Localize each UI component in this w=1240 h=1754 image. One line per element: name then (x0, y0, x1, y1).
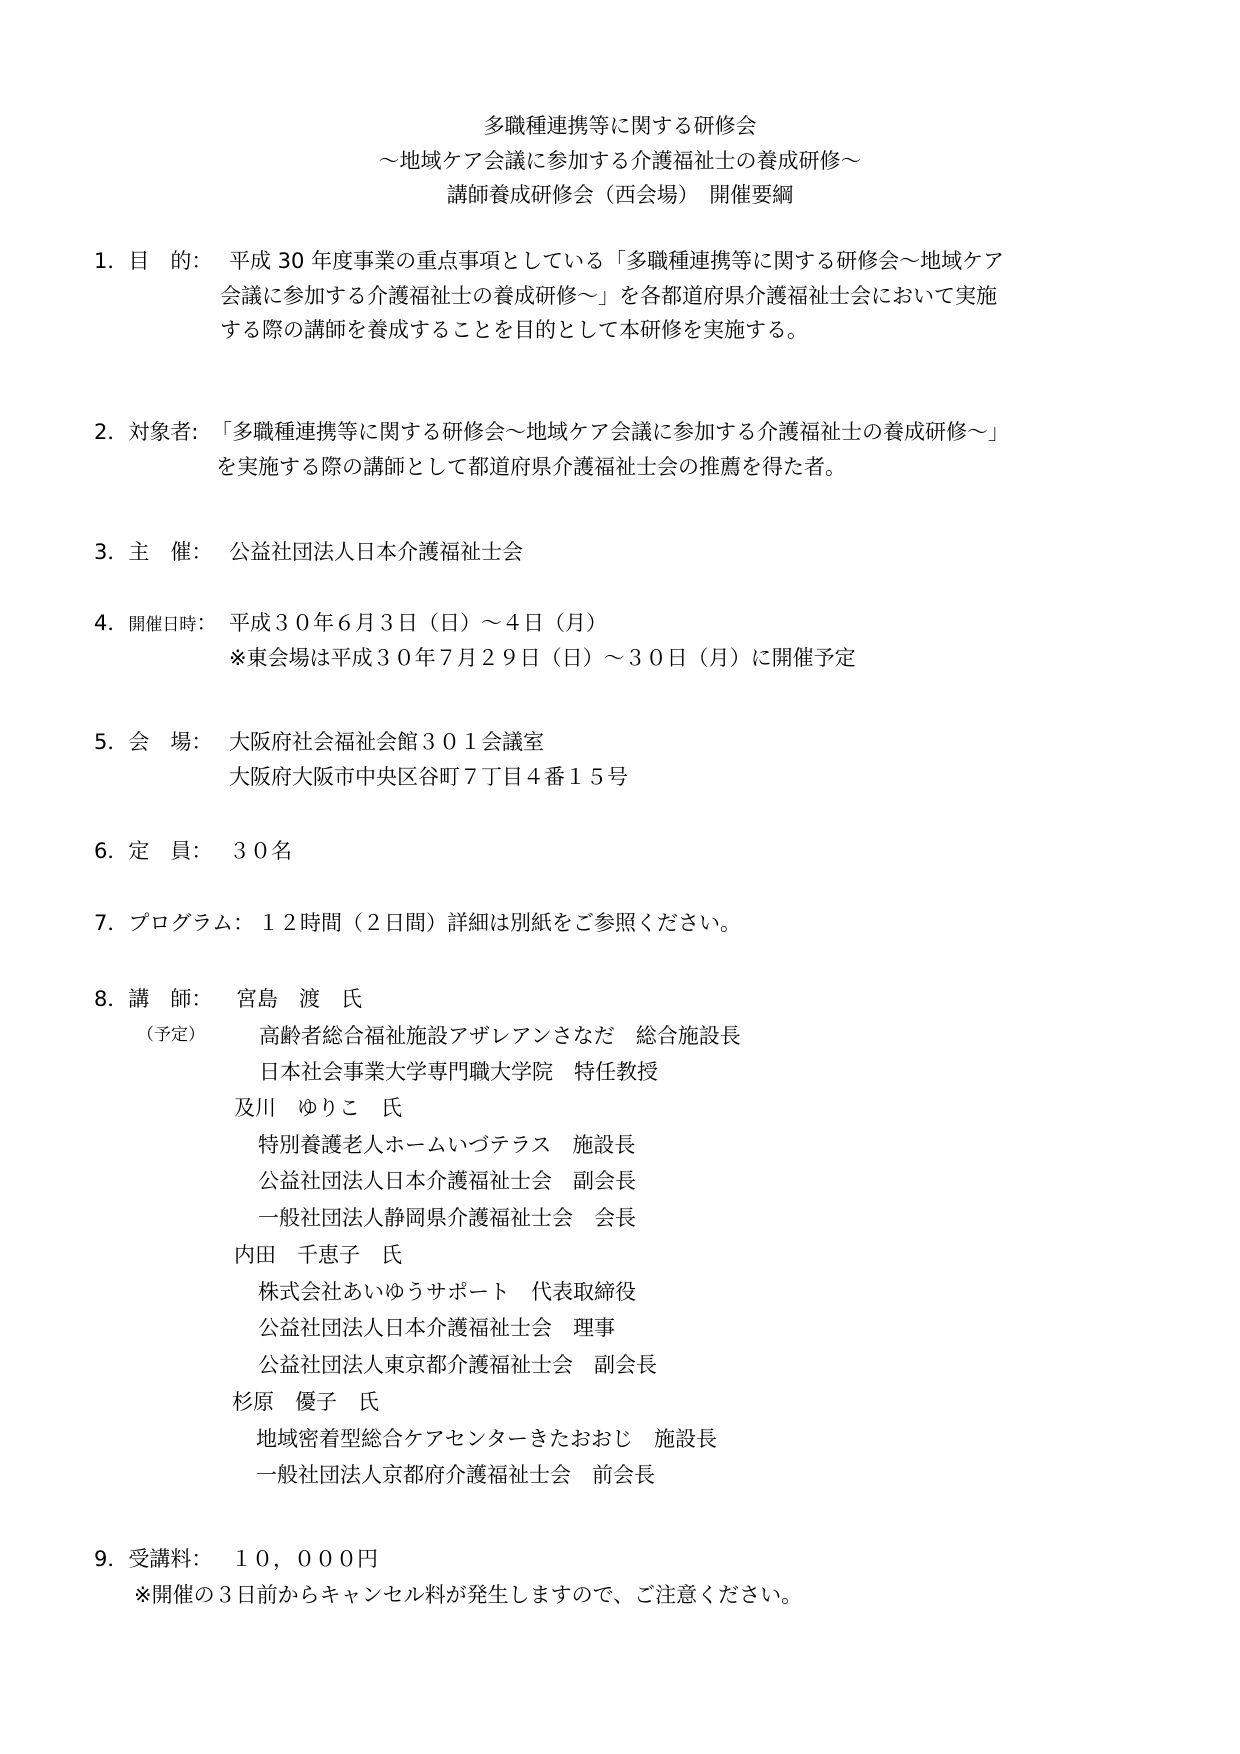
section-text: １２時間（２日間）詳細は別紙をご参照ください。 (258, 911, 741, 935)
section-text: 大阪府社会福祉会館３０１会議室 (229, 730, 544, 754)
label-colon: ： (196, 611, 218, 635)
tentative-note: （予定） (137, 1025, 205, 1045)
section-text: 平成 30 年度事業の重点事項としている「多職種連携等に関する研修会〜地域ケア (229, 249, 1005, 273)
section-label-text: 開催日時 (128, 615, 197, 635)
lecturer-title: 特別養護老人ホームいづテラス 施設長 (258, 1133, 636, 1157)
section-label: 7．プログラム： (94, 911, 255, 935)
lecturer-title: 公益社団法人東京都介護福祉士会 副会長 (258, 1353, 657, 1377)
lecturer-title: 公益社団法人日本介護福祉士会 副会長 (258, 1169, 636, 1193)
section-label: 1．目 的： (94, 249, 213, 273)
doc-title-line3: 講師養成研修会（西会場） 開催要綱 (446, 183, 794, 207)
section-label: 9．受講料： (94, 1547, 213, 1571)
section-label: 5．会 場： (94, 730, 213, 754)
doc-title-line1: 多職種連携等に関する研修会 (483, 114, 757, 138)
lecturer-name: 宮島 渡 氏 (236, 987, 362, 1011)
lecturer-title: 地域密着型総合ケアセンターきたおおじ 施設長 (256, 1427, 717, 1451)
section-label: 6．定 員： (94, 839, 213, 863)
section-text: 大阪府大阪市中央区谷町７丁目４番１５号 (229, 765, 628, 789)
lecturer-title: 日本社会事業大学専門職大学院 特任教授 (259, 1060, 658, 1084)
section-text: ３０名 (229, 839, 292, 863)
lecturer-title: 一般社団法人静岡県介護福祉士会 会長 (258, 1206, 636, 1230)
section-text: 会議に参加する介護福祉士の養成研修〜」を各都道府県介護福祉士会において実施 (220, 284, 997, 308)
lecturer-name: 杉原 優子 氏 (232, 1390, 379, 1414)
lecturer-title: 高齢者総合福祉施設アザレアンさなだ 総合施設長 (259, 1024, 741, 1048)
section-number: 4． (94, 611, 129, 635)
lecturer-title: 一般社団法人京都府介護福祉士会 前会長 (256, 1463, 655, 1487)
section-label: 3．主 催： (94, 540, 213, 564)
section-text: 公益社団法人日本介護福祉士会 (229, 540, 523, 564)
doc-title-line2: 〜地域ケア会議に参加する介護福祉士の養成研修〜 (378, 149, 862, 173)
section-label (94, 608, 217, 638)
lecturer-title: 公益社団法人日本介護福祉士会 理事 (258, 1316, 615, 1340)
section-label: 8．講 師： (94, 987, 213, 1011)
section-text: ※東会場は平成３０年７月２９日（日）〜３０日（月）に開催予定 (229, 646, 856, 670)
lecturer-name: 及川 ゆりこ 氏 (234, 1096, 402, 1120)
section-text: 平成３０年６月３日（日）〜４日（月） (229, 611, 607, 635)
fee-amount: １０，０００円 (231, 1547, 378, 1571)
section-label: 2．対象者: (94, 420, 199, 444)
section-text: を実施する際の講師として都道府県介護福祉士会の推薦を得た者。 (216, 455, 846, 479)
lecturer-name: 内田 千恵子 氏 (234, 1243, 402, 1267)
section-text: する際の講師を養成することを目的として本研修を実施する。 (220, 318, 808, 342)
cancellation-note: ※開催の３日前からキャンセル料が発生しますので、ご注意ください。 (134, 1583, 803, 1607)
section-text: 「多職種連携等に関する研修会〜地域ケア会議に参加する介護福祉士の養成研修〜」 (211, 420, 1009, 444)
lecturer-title: 株式会社あいゆうサポート 代表取締役 (258, 1280, 636, 1304)
